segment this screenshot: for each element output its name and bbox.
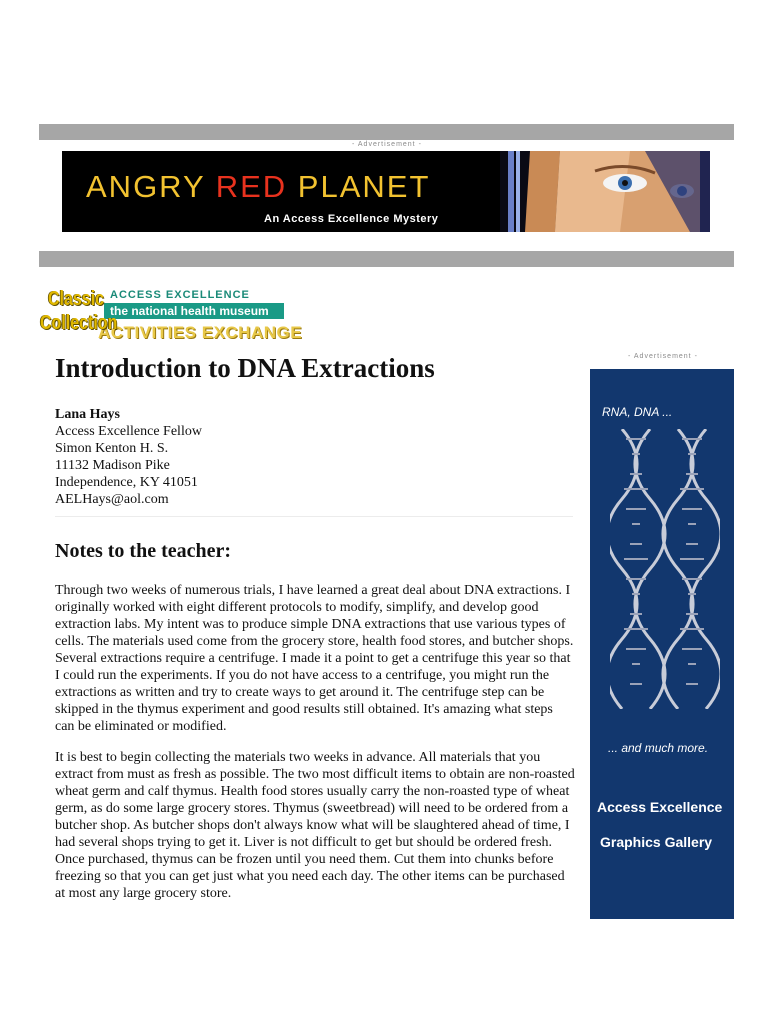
- banner-title-red: RED: [215, 169, 288, 204]
- author-block: [55, 406, 202, 508]
- side-ad-more: ... and much more.: [608, 741, 709, 755]
- author-line: Independence, KY 41051: [55, 475, 198, 490]
- section-divider: [55, 516, 573, 517]
- logo-classic-collection: [40, 287, 118, 335]
- side-ad-access-excellence: Access Excellence: [597, 799, 723, 815]
- angry-red-planet-banner[interactable]: [62, 151, 710, 232]
- logo-activities-exchange: ACTIVITIES EXCHANGE: [98, 323, 303, 342]
- bottom-divider-bar: [39, 251, 734, 267]
- banner-title-planet: PLANET: [287, 169, 431, 204]
- logo-museum: the national health museum: [104, 303, 284, 319]
- logo-classic-line2: Collection: [40, 312, 118, 334]
- side-ad-graphics-gallery: Graphics Gallery: [600, 834, 713, 850]
- author-name: Lana Hays: [55, 407, 120, 422]
- author-line: Simon Kenton H. S.: [55, 441, 169, 456]
- side-ad-rna-dna: RNA, DNA ...: [602, 405, 673, 419]
- section-heading: Notes to the teacher:: [55, 540, 232, 562]
- banner-face-image: [500, 151, 710, 232]
- author-email: AELHays@aol.com: [55, 492, 169, 507]
- top-divider-bar: [39, 124, 734, 140]
- banner-subtitle: An Access Excellence Mystery: [264, 213, 439, 225]
- paragraph: Through two weeks of numerous trials, I have learned a great deal about DNA extractions. I originally worked with eight different protocols to modify, simplify, and develop good extraction labs. My intent was to produce simple DNA extractions that use various types of cells. The materials used come from the grocery store, health food stores, and butcher shops. Several extractions require a centrifuge. I made it a point to get a centrifuge this year so that I could run the experiments. If you do not have access to a centrifuge, you might run the extractions as written and try to create ways to get around it. The centrifuge step can be skipped in the thymus experiment and good results still obtained. It's amazing what steps can be eliminated or modified.: [55, 583, 574, 734]
- paragraph: It is best to begin collecting the materials two weeks in advance. All materials that you extract from must as fresh as possible. The two most difficult items to obtain are non-roasted wheat germ and calf thymus. Health food stores usually carry the non-roasted type of wheat germ, as do some large grocery stores. Thymus (sweetbread) will need to be ordered from a butcher shop. As butcher shops don't always know what will be slaughtered ahead of time, I had several shops trying to get it. Liver is not difficult to get but should be ordered fresh. Once purchased, thymus can be frozen until you need them. Cut them into chunks before freezing so that you can get just what you need each day. The other items can be purchased at most any large grocery store.: [55, 750, 575, 901]
- banner-title-angry: ANGRY: [86, 169, 216, 204]
- logo-classic-line1: Classic: [48, 288, 105, 310]
- dna-helix-icon: [610, 429, 720, 709]
- logo-access-excellence: ACCESS EXCELLENCE: [110, 289, 250, 301]
- graphics-gallery-ad[interactable]: [590, 369, 734, 919]
- author-line: Access Excellence Fellow: [55, 424, 202, 439]
- page-title: Introduction to DNA Extractions: [55, 353, 435, 383]
- author-line: 11132 Madison Pike: [55, 458, 170, 473]
- classic-collection-logo[interactable]: [38, 287, 303, 349]
- banner-title: [86, 169, 430, 205]
- top-ad-label: - Advertisement -: [352, 141, 422, 148]
- side-ad-label: - Advertisement -: [628, 353, 698, 360]
